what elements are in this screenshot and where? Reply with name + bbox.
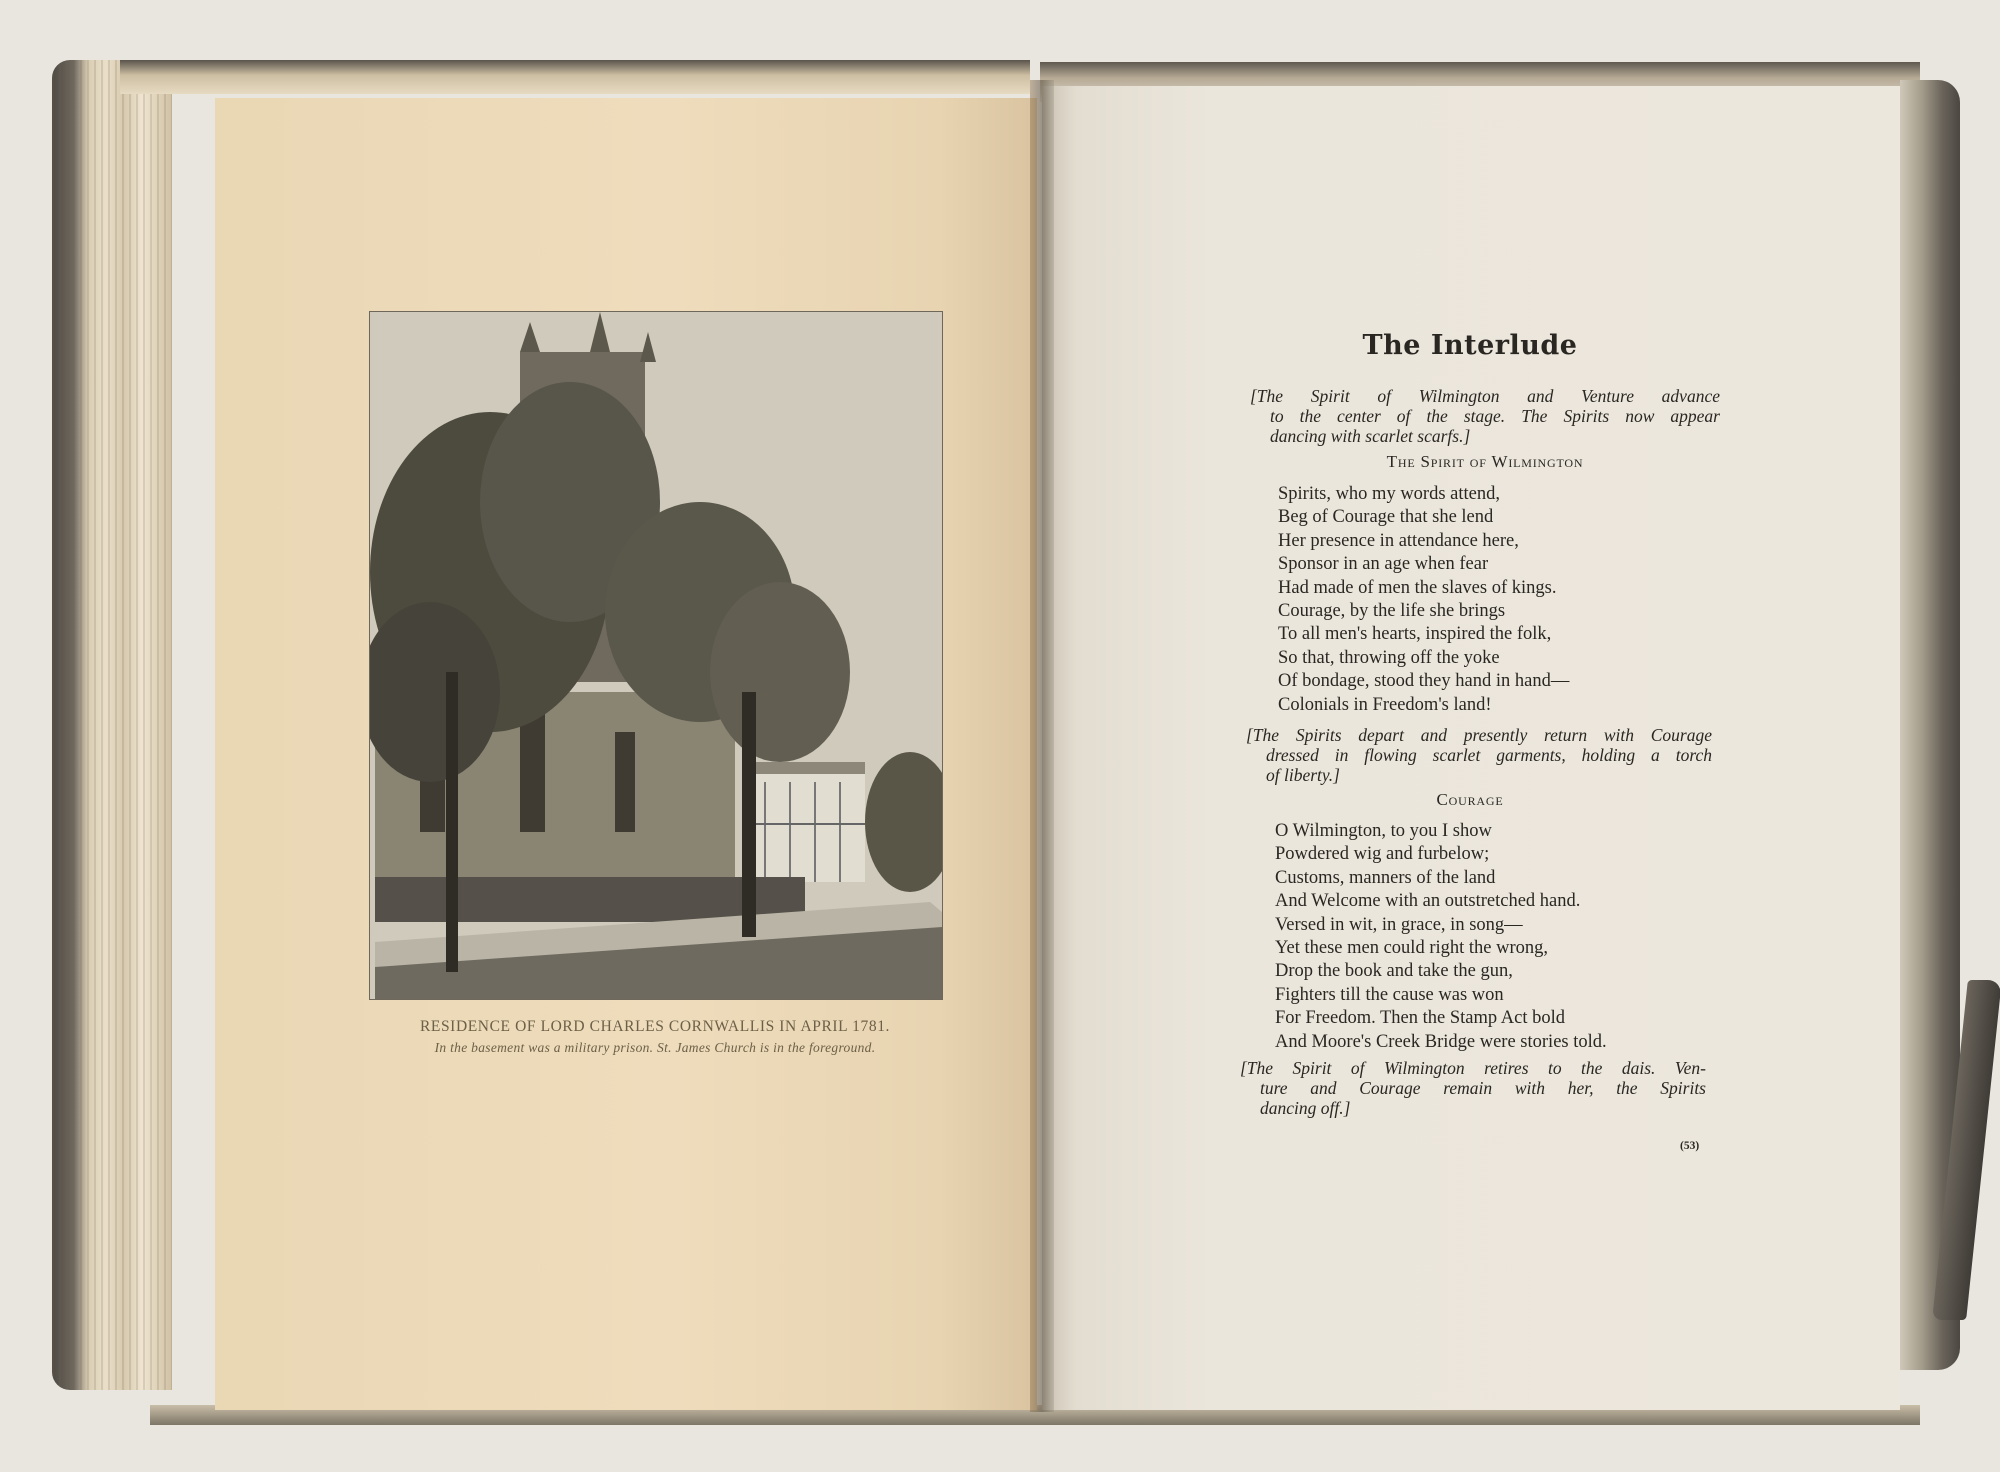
verse-line: Had made of men the slaves of kings. <box>1278 577 1557 598</box>
verse-spirit-of-wilmington <box>1278 483 1569 717</box>
verse-line: Versed in wit, in grace, in song— <box>1275 914 1523 935</box>
stage-line: dressed in flowing scarlet garments, holding a torch <box>1266 745 1712 765</box>
verse-line: And Welcome with an outstretched hand. <box>1275 891 1581 912</box>
verse-courage <box>1275 820 1607 1054</box>
verse-line: Drop the book and take the gun, <box>1275 961 1513 982</box>
verse-line: Colonials in Freedom's land! <box>1278 694 1492 715</box>
stage-direction-2 <box>1246 725 1712 785</box>
verse-line: Customs, manners of the land <box>1275 867 1496 888</box>
verse-line: For Freedom. Then the Stamp Act bold <box>1275 1008 1565 1029</box>
stage-line: [The Spirits depart and presently return with Courage <box>1246 725 1712 745</box>
stage-line: [The Spirit of Wilmington retires to the dais. Ven- <box>1240 1058 1706 1078</box>
page-number: (53) <box>1680 1140 1700 1152</box>
stage-line: ture and Courage remain with her, the Spirits <box>1260 1078 1706 1098</box>
church-photograph-illustration <box>370 312 942 999</box>
verse-line: O Wilmington, to you I show <box>1275 821 1492 841</box>
verse-line: Sponsor in an age when fear <box>1278 554 1489 575</box>
book-gutter <box>1030 80 1054 1412</box>
plate-caption-title: RESIDENCE OF LORD CHARLES CORNWALLIS IN APRIL 1781. <box>419 1018 891 1035</box>
verse-line: Powdered wig and furbelow; <box>1275 844 1490 865</box>
book-fore-edge-left <box>52 60 172 1390</box>
stage-line: [The Spirit of Wilmington and Venture advance <box>1250 386 1720 406</box>
speaker-courage: Courage <box>1436 790 1504 809</box>
book-top-edge-left <box>120 60 1030 94</box>
verse-line: Of bondage, stood they hand in hand— <box>1278 671 1570 692</box>
page-title: The Interlude <box>1362 330 1578 361</box>
verse-line: And Moore's Creek Bridge were stories told. <box>1275 1031 1607 1052</box>
verse-line: So that, throwing off the yoke <box>1278 647 1500 668</box>
stage-direction-3 <box>1240 1058 1706 1118</box>
plate-caption-subtitle: In the basement was a military prison. St. James Church is in the foreground. <box>434 1040 876 1055</box>
verse-line: Spirits, who my words attend, <box>1278 484 1500 504</box>
verse-line: Beg of Courage that she lend <box>1278 507 1494 528</box>
stage-direction-1 <box>1250 386 1720 446</box>
stage-line: of liberty.] <box>1266 765 1340 785</box>
verse-line: Yet these men could right the wrong, <box>1275 938 1549 959</box>
verse-line: Fighters till the cause was won <box>1275 984 1504 1005</box>
stage-line: dancing off.] <box>1260 1098 1351 1118</box>
verse-line: Courage, by the life she brings <box>1278 601 1506 622</box>
stage-line: to the center of the stage. The Spirits now appear <box>1270 406 1720 426</box>
verse-line: Her presence in attendance here, <box>1278 530 1519 551</box>
church-photograph <box>369 311 943 1000</box>
stage-line: dancing with scarlet scarfs.] <box>1270 426 1471 446</box>
verse-line: To all men's hearts, inspired the folk, <box>1278 624 1552 645</box>
speaker-spirit-of-wilmington: The Spirit of Wilmington <box>1386 452 1584 471</box>
